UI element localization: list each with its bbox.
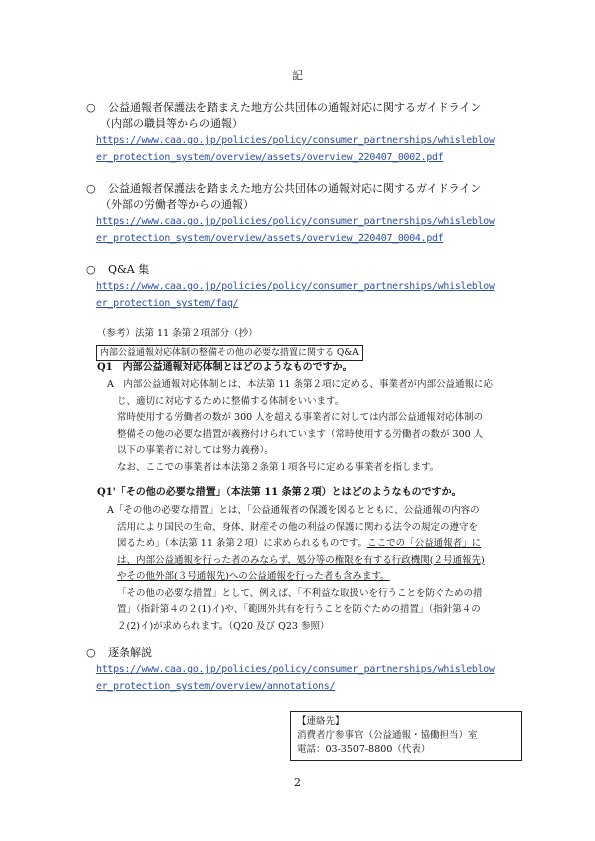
guideline-external-link[interactable]: https://www.caa.go.jp/policies/policy/consumer_partnerships/whisleblow er_protection_system/overview/assets/overview_220407_0004.pdf (96, 215, 495, 245)
contact-phone: 電話：03-3507-8800（代表） (297, 744, 431, 755)
circle-bullet-icon: ○ (86, 101, 96, 114)
item-subtitle: （外部の労働者等からの通報） (100, 197, 254, 211)
page-number: 2 (294, 776, 301, 789)
guideline-internal-link[interactable]: https://www.caa.go.jp/policies/policy/consumer_partnerships/whisleblow er_protection_system/overview/assets/overview_220407_0002.pdf (96, 134, 495, 164)
commentary-item (86, 645, 516, 696)
circle-bullet-icon: ○ (86, 263, 96, 276)
reference-note: （参考）法第 11 条第２項部分（抄） (97, 328, 258, 339)
contact-office: 消費者庁参事官（公益通報・協働担当）室 (297, 730, 478, 741)
item-title: ○ Q&A 集 (86, 263, 150, 276)
answer-q1-prime: A「その他の必要な措置」とは、「公益通報者の保護を図るとともに、公益通報の内容の 活用により国民の生命、身体、財産その他の利益の保護に関わる法令の規定の遵守を 図るため」（本法第 11 条第２項）に求められるものです。ここでの「公益通報者」に は、内部公益通報を行った者のみならず、処分等の権限を有する行政機関(２号通報先) やその他外部(３号通報先)への公益通報を行った者も含みます。 「その他の必要な措置」として、例えば、「不利益な取扱いを行うことを防ぐための措 置」（指針第４の２(1)イ)や、「範囲外共有を行うことを防ぐための措置」（指針第４の ２(2)イ)が求められます。（Q20 及び Q23 参照） (107, 505, 485, 632)
item-title: ○ 逐条解説 (86, 646, 152, 659)
item-title: ○ 公益通報者保護法を踏まえた地方公共団体の通報対応に関するガイドライン (86, 101, 482, 114)
contact-label: 【連絡先】 (297, 716, 345, 727)
question-q1: Q1 内部公益通報対応体制とはどのようなものですか。 (97, 362, 353, 373)
item-subtitle: （内部の職員等からの通報） (100, 116, 243, 130)
page-heading: 記 (292, 69, 303, 82)
question-q1-prime: Q1'「その他の必要な措置」（本法第 11 条第２項）とはどのようなものですか。 (97, 487, 462, 498)
circle-bullet-icon: ○ (86, 646, 96, 659)
reference-box: 内部公益通報対応体制の整備その他の必要な措置に関する Q&A (96, 345, 363, 361)
commentary-link[interactable]: https://www.caa.go.jp/policies/policy/consumer_partnerships/whisleblow er_protection_system/overview/annotations/ (96, 663, 495, 693)
contact-box (290, 711, 522, 761)
faq-item (86, 262, 516, 313)
faq-link[interactable]: https://www.caa.go.jp/policies/policy/consumer_partnerships/whisleblow er_protection_system/faq/ (96, 280, 495, 310)
guideline-internal-item (86, 100, 516, 167)
item-title: ○ 公益通報者保護法を踏まえた地方公共団体の通報対応に関するガイドライン (86, 182, 482, 195)
answer-q1: A 内部公益通報対応体制とは、本法第 11 条第２項に定める、事業者が内部公益通報に応 じ、適切に対応するために整備する体制をいいます。 常時使用する労働者の数が 300 人を超える事業者に対しては内部公益通報対応体制の 整備その他の必要な措置が義務付けられています（常時使用する労働者の数が 300 人 以下の事業者に対しては努力義務）。 なお、ここでの事業者は本法第２条第１項各号に定める事業者を指します。 (107, 379, 493, 473)
circle-bullet-icon: ○ (86, 182, 96, 195)
guideline-external-item (86, 181, 516, 248)
